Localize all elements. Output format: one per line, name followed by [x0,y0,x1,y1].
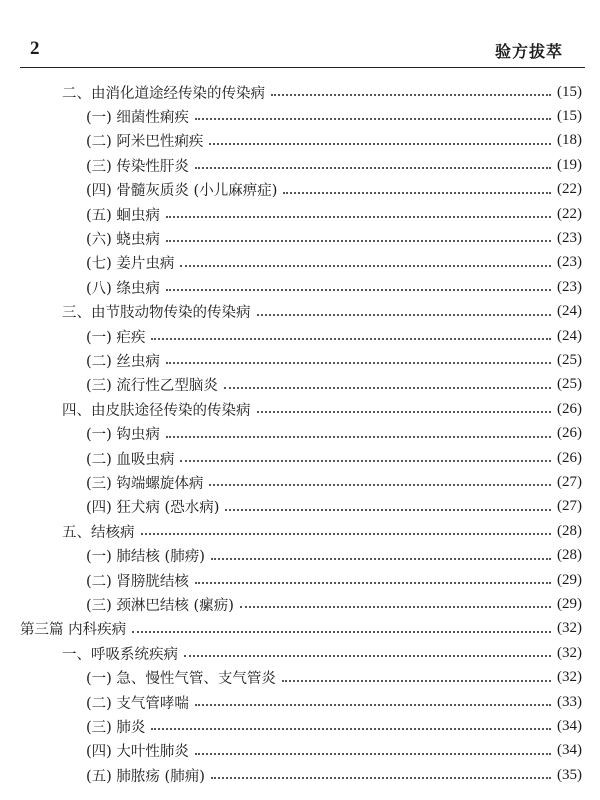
dot-leader [166,436,551,438]
toc-entry [86,251,582,275]
dot-leader [195,167,551,169]
toc-entry [86,446,582,470]
toc-entry-page: (35) [557,766,582,783]
dot-leader [195,704,551,706]
dot-leader [224,387,551,389]
toc-entry-label: (一) 急、慢性气管、支气管炎 [86,671,276,688]
toc-entry-label: (一) 细菌性痢疾 [86,109,189,126]
dot-leader [257,411,552,413]
toc-entry-label: (四) 大叶性肺炎 [86,744,189,761]
toc-entry-label: (八) 绦虫病 [86,280,160,297]
toc-entry [86,153,582,177]
toc-entry [86,226,582,250]
toc-entry-label: 一、呼吸系统疾病 [62,646,178,663]
toc-entry-label: (一) 肺结核 (肺痨) [86,549,205,566]
toc-entry [86,178,582,202]
toc-entry-label: 二、由消化道途经传染的传染病 [62,85,265,102]
toc-entry-page: (27) [557,473,582,490]
toc-entry-label: (四) 狂犬病 (恐水病) [86,500,220,517]
dot-leader [151,728,551,730]
dot-leader [141,533,552,535]
toc-entry [86,714,582,738]
toc-entry-label: (四) 骨髓灰质炎 (小儿麻痹症) [86,183,278,200]
toc-entry-label: 五、结核病 [62,524,135,541]
dot-leader [211,777,551,779]
dot-leader [257,314,552,316]
toc-entry-page: (22) [557,205,582,222]
dot-leader [282,680,551,682]
toc-entry-page: (19) [557,156,582,173]
toc-entry-page: (28) [557,547,582,564]
toc-entry-page: (26) [557,449,582,466]
toc-entry [62,80,582,104]
toc-entry [86,739,582,763]
toc-entry-page: (34) [557,717,582,734]
dot-leader [209,143,551,145]
toc-entry-label: (五) 蛔虫病 [86,207,160,224]
toc-entry-page: (23) [557,229,582,246]
dot-leader [166,362,551,364]
toc-entry-label: (六) 蛲虫病 [86,231,160,248]
toc-entry-label: (三) 传染性肝炎 [86,158,189,175]
dot-leader [166,289,551,291]
header-rule [20,67,585,68]
page-header [20,36,585,66]
toc-entry [86,104,582,128]
dot-leader [132,631,551,633]
toc-entry [86,202,582,226]
toc-entry [62,397,582,421]
toc-entry-page: (23) [557,278,582,295]
toc-entry-page: (26) [557,425,582,442]
toc-entry-page: (25) [557,376,582,393]
toc-entry [86,275,582,299]
page-number: 2 [30,38,40,59]
toc-entry-label: (三) 颈淋巴结核 (瘰疬) [86,597,234,614]
toc-entry-page: (15) [557,107,582,124]
toc-entry [62,300,582,324]
dot-leader [184,655,551,657]
toc-entry-label: (三) 流行性乙型脑炎 [86,378,218,395]
toc-entry [62,641,582,665]
toc-entry-page: (24) [557,327,582,344]
toc-entry-page: (25) [557,351,582,368]
toc-entry-label: (三) 肺炎 [86,719,146,736]
toc-entry [86,373,582,397]
toc-entry-label: (三) 钩端螺旋体病 [86,475,204,492]
toc-entry-label: (二) 肾膀胱结核 [86,573,189,590]
toc-entry-page: (29) [557,595,582,612]
dot-leader [151,338,551,340]
toc-entry-label: (一) 钩虫病 [86,427,160,444]
toc-entry [86,470,582,494]
toc-entry-page: (24) [557,303,582,320]
toc-entry-page: (29) [557,571,582,588]
toc-entry [86,592,582,616]
dot-leader [195,582,551,584]
dot-leader [209,484,551,486]
toc-entry-label: (二) 血吸虫病 [86,451,175,468]
dot-leader [195,118,551,120]
toc-entry [86,348,582,372]
toc-entry-label: (五) 肺脓疡 (肺痈) [86,768,205,785]
toc-entry-label: (一) 疟疾 [86,329,146,346]
toc-entry-label: 第三篇 内科疾病 [20,622,127,639]
book-title: 验方拔萃 [494,42,563,61]
toc-entry [86,324,582,348]
toc-entry-page: (26) [557,400,582,417]
toc-entry-label: (七) 姜片虫病 [86,256,175,273]
toc-entry-page: (32) [557,644,582,661]
toc-entry-page: (32) [557,620,582,637]
toc-entry-label: (二) 阿米巴性痢疾 [86,134,204,151]
dot-leader [166,240,551,242]
toc-entry [86,544,582,568]
toc-entry-page: (33) [557,693,582,710]
toc-entry-page: (18) [557,132,582,149]
toc-entry [62,519,582,543]
toc-entry-label: (二) 丝虫病 [86,353,160,370]
toc-entry [86,763,582,787]
dot-leader [211,558,551,560]
toc-entry-page: (34) [557,742,582,759]
dot-leader [180,460,551,462]
dot-leader [271,94,551,96]
toc-entry-page: (15) [557,83,582,100]
toc-entry [86,422,582,446]
toc-entry-page: (28) [557,522,582,539]
toc-entry [86,666,582,690]
toc-entry-page: (22) [557,181,582,198]
dot-leader [283,192,551,194]
toc-entry-page: (27) [557,498,582,515]
dot-leader [166,216,551,218]
toc-entry [86,495,582,519]
toc-entry-label: 三、由节肢动物传染的传染病 [62,305,251,322]
dot-leader [180,265,551,267]
dot-leader [195,753,551,755]
toc-entry [86,129,582,153]
dot-leader [225,509,551,511]
dot-leader [240,606,551,608]
toc-entry-page: (23) [557,254,582,271]
toc-entry-page: (32) [557,669,582,686]
toc-entry [86,690,582,714]
toc-entry-label: (二) 支气管哮喘 [86,695,189,712]
toc-entry [86,568,582,592]
toc-entry [20,617,582,641]
toc-entry-label: 四、由皮肤途径传染的传染病 [62,402,251,419]
